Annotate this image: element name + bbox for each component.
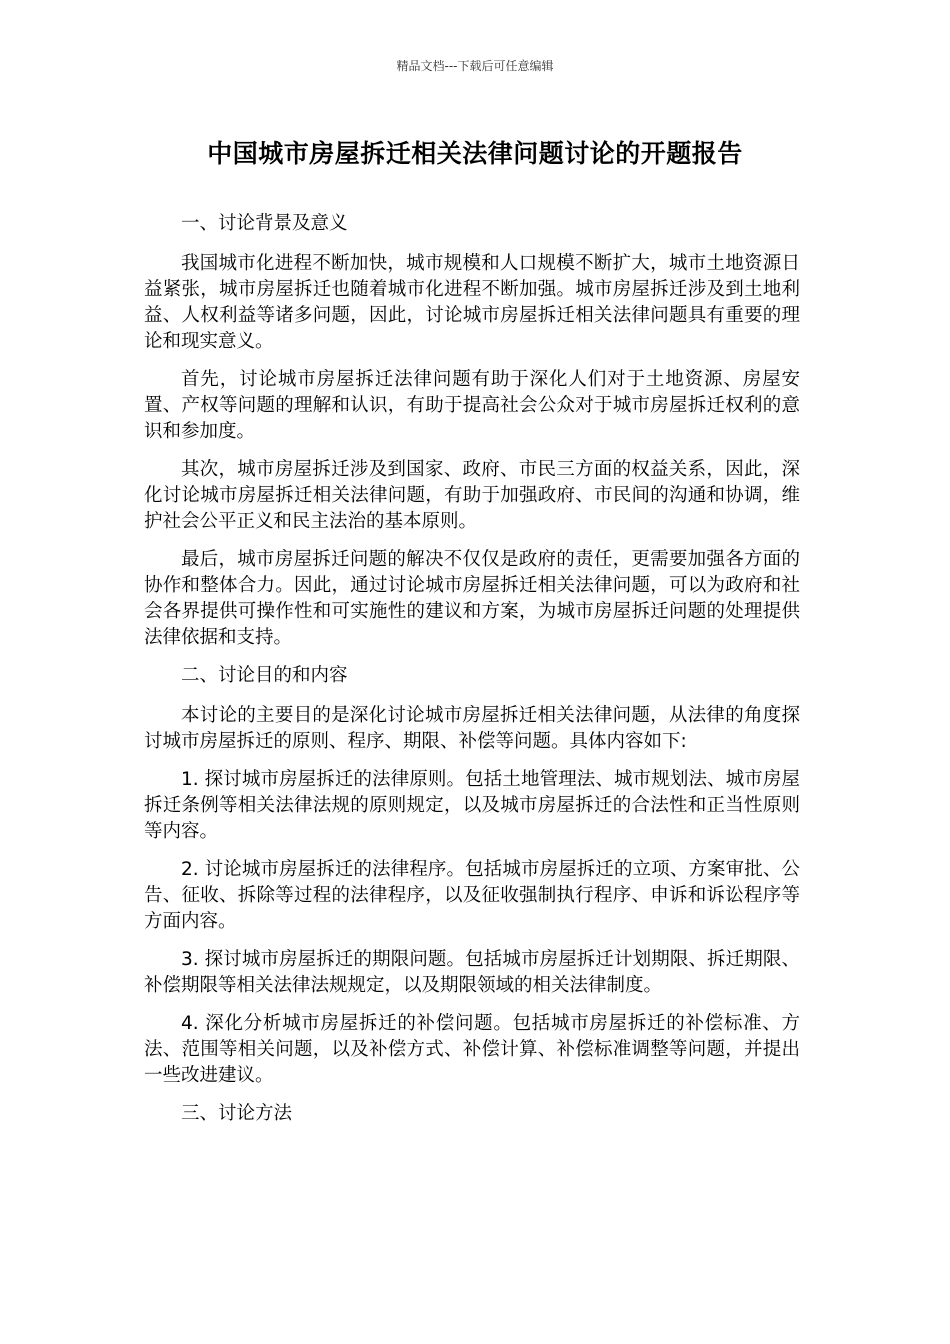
list-item: 3. 探讨城市房屋拆迁的期限问题。包括城市房屋拆迁计划期限、拆迁期限、补偿期限等相关法律法规规定，以及期限领域的相关法律制度。	[144, 949, 800, 996]
paragraph: 其次，城市房屋拆迁涉及到国家、政府、市民三方面的权益关系，因此，深化讨论城市房屋拆迁相关法律问题，有助于加强政府、市民间的沟通和协调，维护社会公平正义和民主法治的基本原则。	[144, 459, 800, 532]
section-heading-3: 三、讨论方法	[181, 1103, 293, 1124]
paragraph: 首先，讨论城市房屋拆迁法律问题有助于深化人们对于土地资源、房屋安置、产权等问题的理解和认识，有助于提高社会公众对于城市房屋拆迁权利的意识和参加度。	[144, 369, 800, 442]
document-body	[144, 211, 800, 1141]
list-item: 4. 深化分析城市房屋拆迁的补偿问题。包括城市房屋拆迁的补偿标准、方法、范围等相关问题，以及补偿方式、补偿计算、补偿标准调整等问题，并提出一些改进建议。	[144, 1013, 800, 1086]
section-heading-1: 一、讨论背景及意义	[181, 213, 348, 234]
paragraph: 最后，城市房屋拆迁问题的解决不仅仅是政府的责任，更需要加强各方面的协作和整体合力。因此，通过讨论城市房屋拆迁相关法律问题，可以为政府和社会各界提供可操作性和可实施性的建议和方案，为城市房屋拆迁问题的处理提供法律依据和支持。	[144, 549, 800, 648]
paragraph: 本讨论的主要目的是深化讨论城市房屋拆迁相关法律问题，从法律的角度探讨城市房屋拆迁的原则、程序、期限、补偿等问题。具体内容如下:	[144, 705, 800, 752]
paragraph: 我国城市化进程不断加快，城市规模和人口规模不断扩大，城市土地资源日益紧张，城市房屋拆迁也随着城市化进程不断加强。城市房屋拆迁涉及到土地利益、人权利益等诸多问题，因此，讨论城市房屋拆迁相关法律问题具有重要的理论和现实意义。	[144, 253, 800, 352]
list-item: 1. 探讨城市房屋拆迁的法律原则。包括土地管理法、城市规划法、城市房屋拆迁条例等相关法律法规的原则规定，以及城市房屋拆迁的合法性和正当性原则等内容。	[144, 769, 800, 842]
header-note: 精品文档---下载后可任意编辑	[396, 59, 554, 73]
section-heading-2: 二、讨论目的和内容	[181, 665, 348, 686]
list-item: 2. 讨论城市房屋拆迁的法律程序。包括城市房屋拆迁的立项、方案审批、公告、征收、拆除等过程的法律程序，以及征收强制执行程序、申诉和诉讼程序等方面内容。	[144, 859, 800, 932]
document-title: 中国城市房屋拆迁相关法律问题讨论的开题报告	[207, 139, 743, 168]
